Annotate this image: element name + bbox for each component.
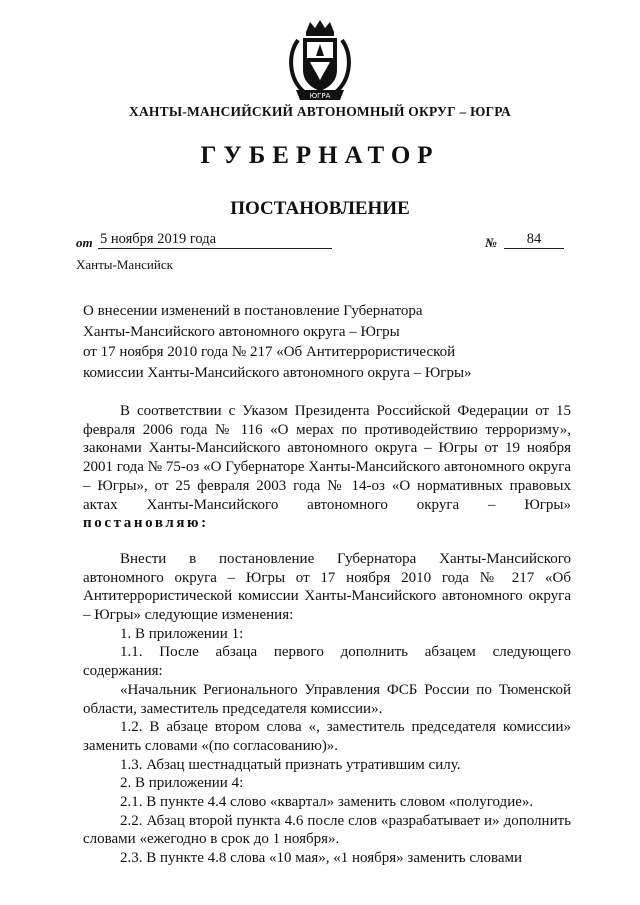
amendment-item: 2.2. Абзац второй пункта 4.6 после слов «разрабатывает и» дополнить словами «ежегодно в срок до 1 ноября». <box>83 812 571 848</box>
date-number-row <box>76 231 566 253</box>
title-line: от 17 ноября 2010 года № 217 «Об Антитеррористической <box>83 344 456 360</box>
decree-number: 84 <box>504 231 564 249</box>
title-line: комиссии Ханты-Мансийского автономного округа – Югры» <box>83 364 472 381</box>
amendment-item: 1.2. В абзаце втором слова «, заместитель председателя комиссии» заменить словами «(по согласованию)». <box>83 719 571 754</box>
amendment-item: 1.3. Абзац шестнадцатый признать утратившим силу. <box>120 756 461 773</box>
svg-text:ЮГРА: ЮГРА <box>309 92 331 100</box>
number-prefix: № <box>485 235 497 250</box>
amendment-intro: Внести в постановление Губернатора Ханты-Мансийского автономного округа – Югры от 17 ноября 2010 года № 217 «Об Антитеррористической комиссии Ханты-Мансийского автономного округа – Югры» следующие изменения: <box>83 550 571 624</box>
decree-title <box>83 301 503 383</box>
preamble-text: В соответствии с Указом Президента Российской Федерации от 15 февраля 2006 года № 116 «О мерах по противодействию терроризму», законами Ханты-Мансийского автономного округа – Югры от 19 ноября 2001 года № 75-оз «О Губернаторе Ханты-Мансийского автономного округа – Югры», от 25 февраля 2003 года № 14-оз «О нормативных правовых актах Ханты-Мансийского автономного округа – Югры» <box>83 403 571 513</box>
decree-date: 5 ноября 2019 года <box>98 231 332 249</box>
region-heading: ХАНТЫ-МАНСИЙСКИЙ АВТОНОМНЫЙ ОКРУГ – ЮГРА <box>129 104 511 119</box>
resolves-word: постановляю: <box>83 515 209 532</box>
amendment-item: 2. В приложении 4: <box>120 775 244 792</box>
amendment-item: 1.1. После абзаца первого дополнить абзацем следующего содержания: <box>83 644 571 680</box>
amendment-item: «Начальник Регионального Управления ФСБ России по Тюменской области, заместитель председателя комиссии». <box>83 681 571 717</box>
title-line: Ханты-Мансийского автономного округа – Югры <box>83 323 400 340</box>
authority-heading: ГУБЕРНАТОР <box>200 142 440 169</box>
document-type-heading: ПОСТАНОВЛЕНИЕ <box>230 198 410 219</box>
amendment-item: 2.3. В пункте 4.8 слова «10 мая», «1 ноября» заменить словами <box>120 850 523 867</box>
decree-body <box>83 402 571 868</box>
amendment-item: 1. В приложении 1: <box>120 625 244 642</box>
amendment-item: 2.1. В пункте 4.4 слово «квартал» заменить словом «полугодие». <box>120 794 534 811</box>
preamble-paragraph <box>83 402 571 533</box>
coat-of-arms-icon <box>286 18 354 104</box>
date-prefix: от <box>76 235 93 250</box>
title-line: О внесении изменений в постановление Губернатора <box>83 303 423 319</box>
place-of-issue: Ханты-Мансийск <box>76 257 173 272</box>
